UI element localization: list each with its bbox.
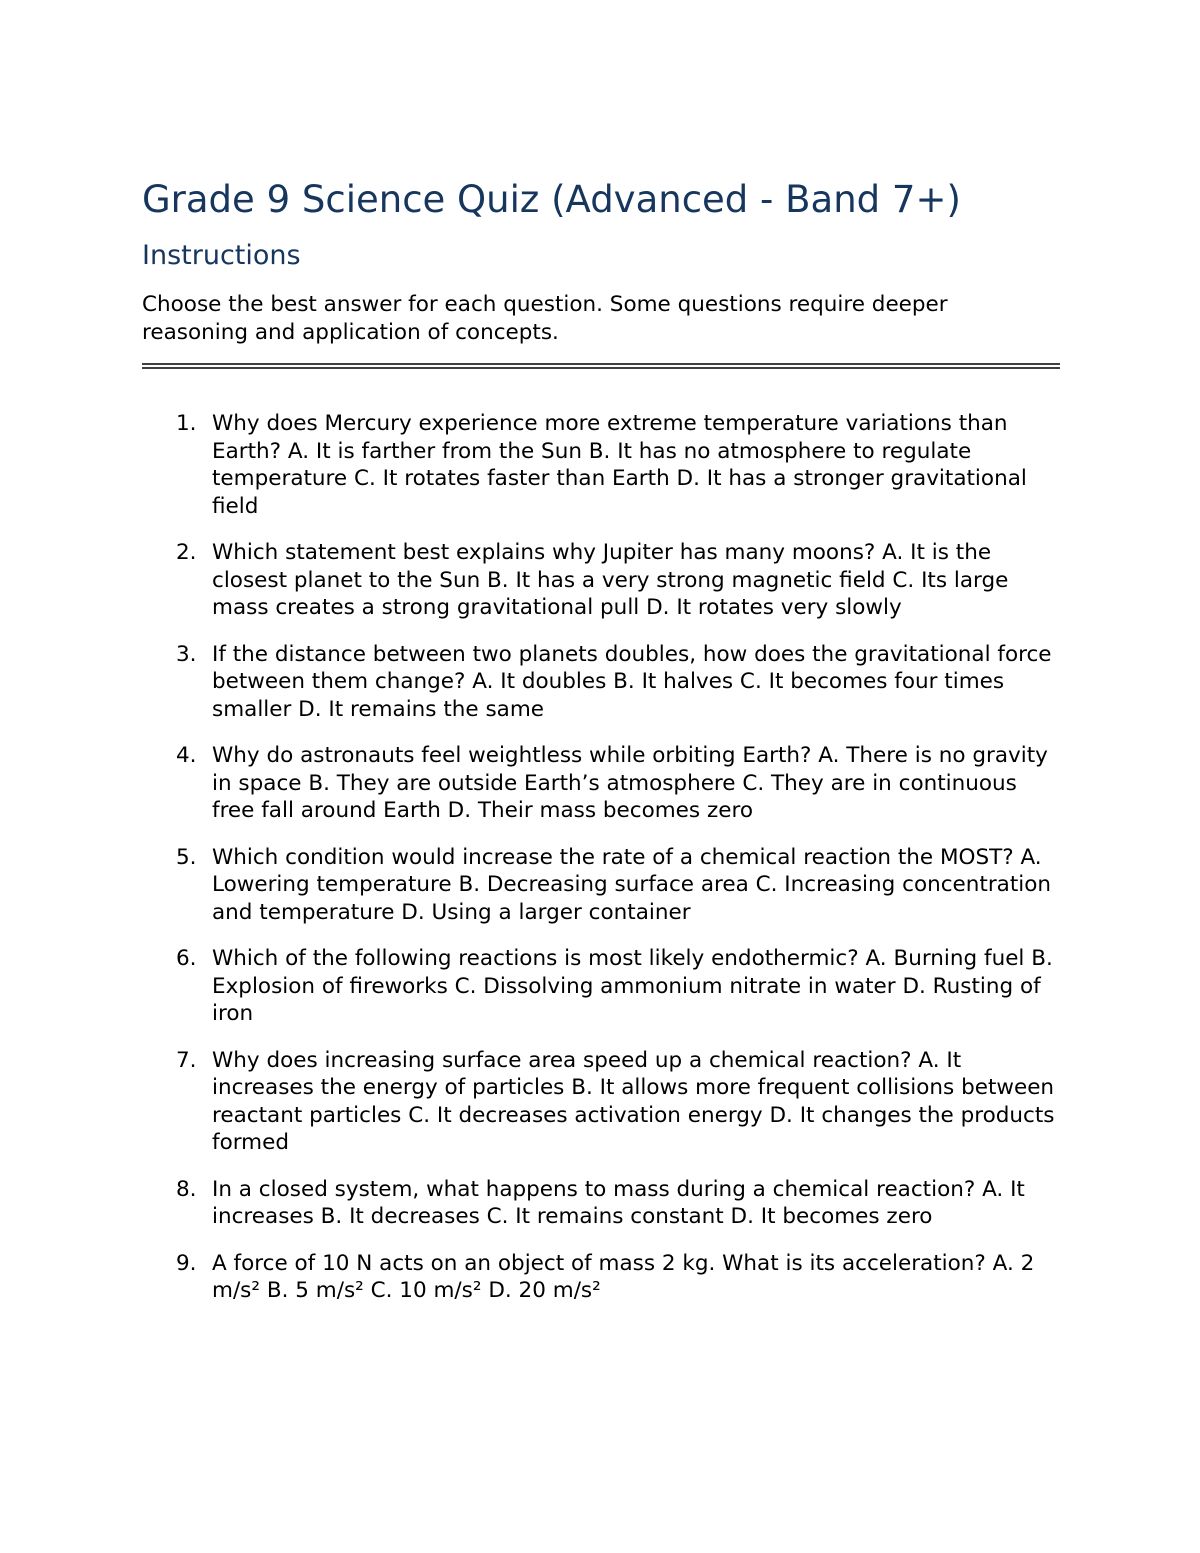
question-number: 3.	[176, 641, 197, 667]
question-text: Why does Mercury experience more extreme temperature variations than Earth? A. It is farther from the Sun B. It has no atmosphere to regulate temperature C. It rotates faster than Earth D. It has a stronger gravitational field	[212, 411, 1027, 519]
question-number: 9.	[176, 1250, 197, 1276]
question-text: Which statement best explains why Jupiter has many moons? A. It is the closest planet to the Sun B. It has a very strong magnetic field C. Its large mass creates a strong gravitational pull D. It rotates very slowly	[212, 540, 1009, 620]
question-6	[142, 945, 1060, 1028]
instructions-heading: Instructions	[142, 240, 301, 271]
question-4	[142, 742, 1060, 825]
section-divider	[142, 363, 1060, 369]
question-number: 4.	[176, 743, 197, 768]
question-1	[142, 410, 1060, 520]
question-number: 8.	[176, 1176, 197, 1202]
question-8	[142, 1176, 1060, 1231]
question-text: Which of the following reactions is most likely endothermic? A. Burning fuel B. Explosion of fireworks C. Dissolving ammonium nitrate in water D. Rusting of iron	[212, 946, 1053, 1026]
question-text: Why does increasing surface area speed up a chemical reaction? A. It increases the energy of particles B. It allows more frequent collisions between reactant particles C. It decreases activation energy D. It changes the products formed	[212, 1047, 1055, 1155]
question-list	[142, 410, 1060, 1324]
instructions-text: Choose the best answer for each question. Some questions require deeper reasoning and application of concepts.	[142, 292, 948, 345]
question-5	[142, 844, 1060, 927]
question-text: If the distance between two planets doubles, how does the gravitational force between them change? A. It doubles B. It halves C. It becomes four times smaller D. It remains the same	[212, 641, 1052, 722]
question-number: 6.	[176, 946, 197, 971]
question-text: Which condition would increase the rate of a chemical reaction the MOST? A. Lowering temperature B. Decreasing surface area C. Increasing concentration and temperature D. Using a larger container	[212, 844, 1052, 925]
question-number: 5.	[176, 844, 197, 870]
question-number: 1.	[176, 411, 197, 436]
question-number: 2.	[176, 540, 197, 565]
question-text: In a closed system, what happens to mass during a chemical reaction? A. It increases B. It decreases C. It remains constant D. It becomes zero	[212, 1176, 1025, 1229]
question-text: A force of 10 N acts on an object of mass 2 kg. What is its acceleration? A. 2 m/s² B. 5 m/s² C. 10 m/s² D. 20 m/s²	[212, 1250, 1035, 1303]
question-number: 7.	[176, 1047, 197, 1073]
question-7	[142, 1047, 1060, 1157]
question-2	[142, 539, 1060, 622]
question-9	[142, 1250, 1060, 1305]
question-text: Why do astronauts feel weightless while orbiting Earth? A. There is no gravity in space B. They are outside Earth’s atmosphere C. They are in continuous free fall around Earth D. Their mass becomes zero	[212, 743, 1048, 823]
question-3	[142, 641, 1060, 724]
document-title: Grade 9 Science Quiz (Advanced - Band 7+)	[142, 178, 961, 221]
